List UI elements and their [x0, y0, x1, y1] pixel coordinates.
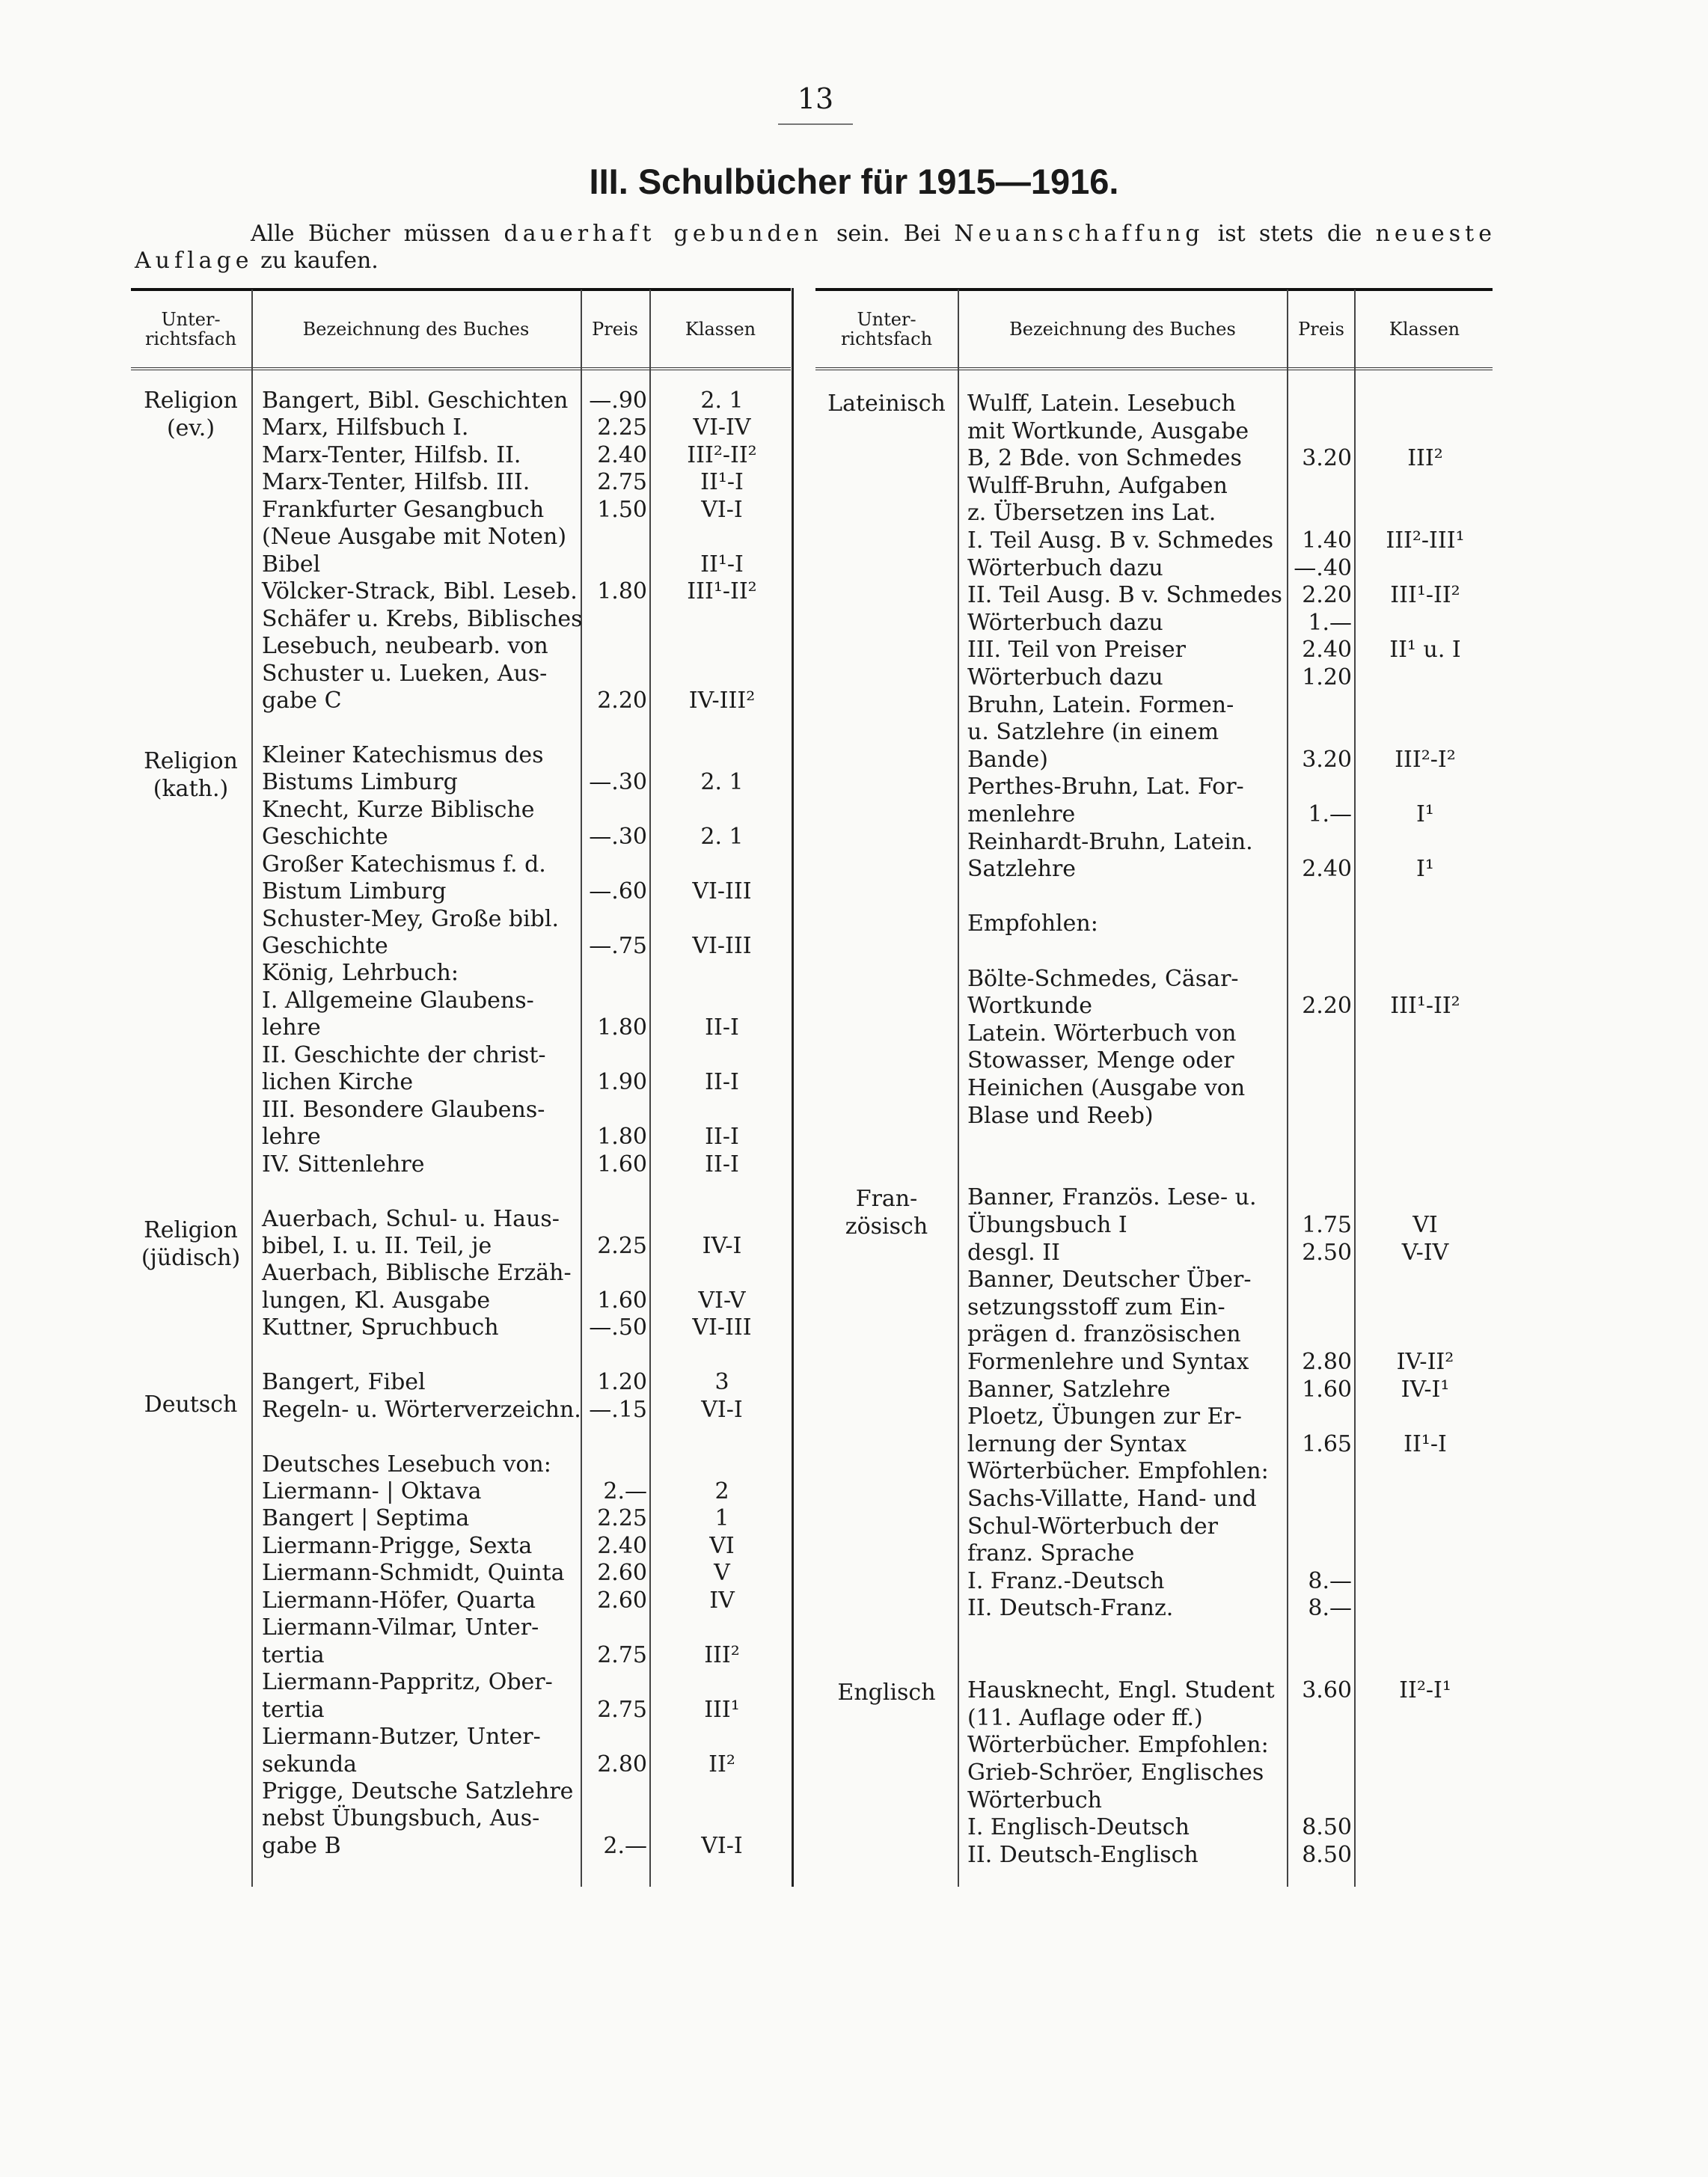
book-title-line: I. Allgemeine Glaubens- [262, 987, 534, 1014]
book-classes: II²-I¹ [1399, 1677, 1451, 1704]
subject-label: Fran- [855, 1186, 918, 1212]
book-price: —.40 [1294, 554, 1352, 581]
book-classes: I¹ [1416, 856, 1434, 883]
book-price: 2.50 [1302, 1239, 1352, 1266]
book-title-line: III. Besondere Glaubens- [262, 1096, 545, 1123]
book-title-line: Wörterbücher. Empfohlen: [967, 1732, 1269, 1759]
book-title-line: II. Deutsch-Englisch [967, 1841, 1199, 1868]
book-title-line: Heinichen (Ausgabe von [967, 1075, 1246, 1101]
book-title-line: lichen Kirche [262, 1069, 414, 1096]
book-classes: VI-III [692, 933, 752, 959]
subject-englisch: Englisch [837, 1680, 936, 1706]
book-title-line: Bibel [262, 551, 321, 578]
book-classes: 1 [714, 1505, 729, 1532]
book-title-line: III. Teil von Preiser [967, 637, 1187, 664]
book-title-line: I. Englisch-Deutsch [967, 1814, 1190, 1841]
book-price: 2.40 [597, 441, 647, 468]
book-price: 1.— [1308, 801, 1352, 827]
book-title-line: Banner, Deutscher Über- [967, 1267, 1252, 1293]
book-price: 2.80 [597, 1751, 647, 1778]
book-classes: 2 [714, 1478, 729, 1504]
subject-religion-kath [135, 748, 247, 803]
book-price: 1.80 [597, 1124, 647, 1151]
book-classes: III²-II² [687, 441, 757, 468]
book-classes: II-I [705, 1124, 739, 1151]
book-title-line: Satzlehre [967, 856, 1077, 883]
book-title-line: tertia [262, 1696, 325, 1723]
book-price: 2.75 [597, 1641, 647, 1668]
subject-franzoesisch [819, 1186, 954, 1240]
book-classes: II-I [705, 1151, 739, 1178]
book-price: 2.— [603, 1832, 647, 1859]
book-title-line: tertia [262, 1641, 325, 1668]
book-price: 1.65 [1302, 1430, 1352, 1457]
book-title-line: Sachs-Villatte, Hand- und [967, 1486, 1257, 1512]
book-price: 2.25 [597, 414, 647, 441]
center-divider [792, 288, 794, 1887]
book-classes: IV-III² [688, 687, 756, 714]
book-title-line: B, 2 Bde. von Schmedes [967, 445, 1242, 472]
book-title-line: gabe B [262, 1832, 341, 1859]
book-price: 8.— [1308, 1595, 1352, 1622]
book-classes: II¹-I [700, 469, 744, 496]
book-title-line: nebst Übungsbuch, Aus- [262, 1805, 540, 1832]
header-price: Preis [1298, 319, 1344, 340]
book-classes: IV [709, 1587, 735, 1614]
book-price: 1.40 [1302, 527, 1352, 554]
book-title-line: Knecht, Kurze Biblische [262, 796, 535, 823]
book-classes: III²-I² [1395, 746, 1456, 773]
book-price: 1.80 [597, 578, 647, 605]
column-rule [649, 290, 651, 1887]
book-title-line: Perthes-Bruhn, Lat. For- [967, 774, 1244, 800]
book-price: 2.40 [1302, 856, 1352, 883]
subject-label: (ev.) [166, 414, 215, 441]
book-price: 1.60 [597, 1287, 647, 1314]
book-classes: VI-III [692, 878, 752, 905]
book-title-line: Liermann- | Oktava [262, 1478, 482, 1504]
subject-label: Religion [144, 1217, 238, 1243]
book-classes: III¹-II² [1390, 582, 1460, 609]
book-price: 1.50 [597, 496, 647, 523]
book-title-line: Marx-Tenter, Hilfsb. II. [262, 441, 521, 468]
book-classes: II¹-I [700, 551, 744, 578]
book-price: 8.50 [1302, 1814, 1352, 1841]
book-classes: IV-I [702, 1232, 742, 1259]
book-title-line: Geschichte [262, 933, 388, 959]
book-classes: VI [1412, 1212, 1438, 1238]
subject-label: zösisch [845, 1213, 928, 1240]
book-title-line: Banner, Französ. Lese- u. [967, 1184, 1257, 1211]
book-title-line: u. Satzlehre (in einem [967, 719, 1219, 746]
book-title-line: Reinhardt-Bruhn, Latein. [967, 828, 1253, 855]
book-title-line: gabe C [262, 687, 342, 714]
book-title-line: Wulff-Bruhn, Aufgaben [967, 472, 1228, 499]
book-title-line: König, Lehrbuch: [262, 960, 459, 987]
book-title-line: z. Übersetzen ins Lat. [967, 500, 1216, 527]
book-title-line: Deutsches Lesebuch von: [262, 1451, 551, 1478]
book-price: 1.— [1308, 609, 1352, 636]
book-title-line: I. Franz.-Deutsch [967, 1567, 1165, 1594]
book-title-line: Übungsbuch I [967, 1212, 1127, 1238]
column-rule [958, 290, 959, 1887]
book-title-line: lernung der Syntax [967, 1430, 1187, 1457]
book-price: 1.90 [597, 1069, 647, 1096]
book-price: —.30 [589, 769, 647, 796]
book-price: 3.60 [1302, 1677, 1352, 1704]
header-subject: Unter- richtsfach [144, 309, 237, 349]
subject-label: (jüdisch) [141, 1244, 241, 1271]
book-title-line: menlehre [967, 801, 1076, 827]
book-price: 2.40 [597, 1532, 647, 1559]
book-title-line: lehre [262, 1014, 321, 1041]
book-price: 2.20 [1302, 582, 1352, 609]
book-title-line: desgl. II [967, 1239, 1060, 1266]
book-title-line: Hausknecht, Engl. Student [967, 1677, 1275, 1704]
subject-religion-ev [135, 388, 247, 442]
subject-label: Religion [144, 388, 238, 414]
note-emphasis: neueste [1375, 221, 1496, 247]
header-book: Bezeichnung des Buches [1009, 319, 1236, 340]
book-title-line: Bangert, Fibel [262, 1369, 426, 1396]
book-title-line: Liermann-Butzer, Unter- [262, 1724, 541, 1751]
book-classes: VI-I [701, 1396, 743, 1423]
note-emphasis: dauerhaft gebunden [503, 221, 823, 247]
book-title-line: Blase und Reeb) [967, 1102, 1154, 1129]
book-title-line: Latein. Wörterbuch von [967, 1020, 1237, 1047]
right-table-header [815, 288, 1493, 370]
intro-note-line-2 [135, 248, 1504, 275]
book-price: —.15 [589, 1396, 647, 1423]
book-price: 8.— [1308, 1567, 1352, 1594]
book-price: —.50 [589, 1314, 647, 1341]
book-title-line: Schul-Wörterbuch der [967, 1513, 1218, 1540]
book-price: 8.50 [1302, 1841, 1352, 1868]
book-classes: V [714, 1560, 730, 1587]
book-title-line: Schäfer u. Krebs, Biblisches [262, 605, 583, 632]
book-price: 1.20 [597, 1369, 647, 1396]
note-part: ist stets die [1217, 221, 1362, 247]
intro-note-line-1 [251, 221, 1496, 248]
book-title-line: Marx-Tenter, Hilfsb. III. [262, 469, 530, 496]
book-price: 1.20 [1302, 664, 1352, 691]
book-title-line: Regeln- u. Wörterverzeichn. [262, 1396, 581, 1423]
book-classes: II-I [705, 1069, 739, 1096]
book-title-line: Stowasser, Menge oder [967, 1047, 1234, 1074]
book-classes: IV-I¹ [1401, 1376, 1450, 1403]
book-title-line: Kuttner, Spruchbuch [262, 1314, 499, 1341]
book-price: 2.20 [597, 687, 647, 714]
book-title-line: Frankfurter Gesangbuch [262, 496, 545, 523]
page-number: 13 [797, 82, 834, 115]
book-classes: II¹ u. I [1389, 637, 1461, 664]
book-price: 2.25 [597, 1232, 647, 1259]
book-title-line: Bistum Limburg [262, 878, 447, 905]
note-emphasis: Neuanschaffung [954, 221, 1205, 247]
book-classes: VI-IV [693, 414, 751, 441]
book-classes: III²-III¹ [1386, 527, 1465, 554]
book-title-line: Banner, Satzlehre [967, 1376, 1171, 1403]
book-title-line: Auerbach, Biblische Erzäh- [262, 1260, 572, 1287]
book-title-line: I. Teil Ausg. B v. Schmedes [967, 527, 1274, 554]
book-price: 2.60 [597, 1587, 647, 1614]
book-title-line: Bruhn, Latein. Formen- [967, 691, 1234, 718]
book-title-line: Völcker-Strack, Bibl. Leseb. [262, 578, 578, 605]
header-classes: Klassen [1389, 319, 1460, 340]
note-emphasis: Auflage [135, 248, 254, 274]
book-title-line: Liermann-Höfer, Quarta [262, 1587, 536, 1614]
book-price: 1.75 [1302, 1212, 1352, 1238]
book-title-line: II. Geschichte der christ- [262, 1041, 546, 1068]
book-title-line: Wörterbuch dazu [967, 664, 1163, 691]
book-title-line: II. Deutsch-Franz. [967, 1595, 1174, 1622]
book-price: 2.60 [597, 1560, 647, 1587]
book-price: —.30 [589, 824, 647, 851]
book-classes: VI-I [701, 1832, 743, 1859]
book-title-line: Wörterbücher. Empfohlen: [967, 1458, 1269, 1485]
left-table-header [131, 288, 791, 370]
book-title-line: lungen, Kl. Ausgabe [262, 1287, 491, 1314]
book-title-line: Bistums Limburg [262, 769, 458, 796]
book-price: 3.20 [1302, 746, 1352, 773]
book-classes: VI-I [701, 496, 743, 523]
book-title-line: Bölte-Schmedes, Cäsar- [967, 965, 1239, 992]
book-classes: V-IV [1401, 1239, 1449, 1266]
book-title-line: Auerbach, Schul- u. Haus- [262, 1205, 560, 1232]
book-price: —.90 [589, 388, 647, 414]
book-classes: III¹ [704, 1696, 740, 1723]
column-rule [251, 290, 253, 1887]
book-price: 1.80 [597, 1014, 647, 1041]
book-title-line: Ploetz, Übungen zur Er- [967, 1403, 1242, 1430]
book-title-line: Wortkunde [967, 993, 1093, 1020]
book-classes: IV-II² [1396, 1349, 1454, 1375]
book-title-line: II. Teil Ausg. B v. Schmedes [967, 582, 1282, 609]
book-price: 2.25 [597, 1505, 647, 1532]
book-title-line: Marx, Hilfsbuch I. [262, 414, 469, 441]
book-price: 2.40 [1302, 637, 1352, 664]
book-classes: 2. 1 [700, 769, 744, 796]
book-title-line: Wörterbuch [967, 1786, 1102, 1813]
subject-label: Religion [144, 748, 238, 774]
book-classes: VI [709, 1532, 735, 1559]
book-classes: 2. 1 [700, 388, 744, 414]
book-title-line: Bangert, Bibl. Geschichten [262, 388, 569, 414]
book-title-line: Grieb-Schröer, Englisches [967, 1760, 1264, 1786]
book-title-line: Bande) [967, 746, 1048, 773]
book-price: 2.— [603, 1478, 647, 1504]
book-classes: III¹-II² [687, 578, 757, 605]
subject-religion-juedisch [135, 1217, 247, 1272]
book-title-line: Prigge, Deutsche Satzlehre [262, 1778, 574, 1804]
book-title-line: prägen d. französischen [967, 1321, 1241, 1348]
book-price: 1.60 [1302, 1376, 1352, 1403]
book-classes: II¹-I [1404, 1430, 1447, 1457]
header-subject: Unter- richtsfach [840, 309, 933, 349]
book-classes: 3 [714, 1369, 729, 1396]
book-price: 2.20 [1302, 993, 1352, 1020]
book-classes: II² [708, 1751, 735, 1778]
book-classes: VI-III [692, 1314, 752, 1341]
note-part: Alle Bücher müssen [251, 221, 491, 247]
book-price: 1.60 [597, 1151, 647, 1178]
book-classes: III² [1407, 445, 1443, 472]
book-title-line: IV. Sittenlehre [262, 1151, 425, 1178]
book-price: 3.20 [1302, 445, 1352, 472]
book-price: 2.75 [597, 1696, 647, 1723]
column-rule [581, 290, 582, 1887]
book-title-line: franz. Sprache [967, 1540, 1135, 1567]
note-part: zu kaufen. [260, 248, 379, 274]
book-title-line: Liermann-Vilmar, Unter- [262, 1614, 539, 1641]
book-title-line: Schuster u. Lueken, Aus- [262, 660, 548, 687]
page-title: III. Schulbücher für 1915—1916. [589, 162, 1119, 201]
book-title-line: Liermann-Pappritz, Ober- [262, 1669, 553, 1696]
book-price: 2.80 [1302, 1349, 1352, 1375]
book-title-line: Empfohlen: [967, 910, 1098, 937]
book-title-line: Lesebuch, neubearb. von [262, 633, 548, 660]
book-classes: I¹ [1416, 801, 1434, 827]
book-title-line: Bangert | Septima [262, 1505, 470, 1532]
page-number-rule [778, 123, 853, 125]
book-title-line: lehre [262, 1124, 321, 1151]
book-classes: III¹-II² [1390, 993, 1460, 1020]
book-title-line: Geschichte [262, 824, 388, 851]
header-classes: Klassen [685, 319, 756, 340]
book-title-line: Wörterbuch dazu [967, 554, 1163, 581]
book-title-line: Schuster-Mey, Große bibl. [262, 905, 560, 932]
note-part: sein. Bei [836, 221, 941, 247]
book-title-line: Formenlehre und Syntax [967, 1349, 1249, 1375]
header-price: Preis [592, 319, 638, 340]
subject-lateinisch: Lateinisch [827, 391, 946, 417]
book-price: —.75 [589, 933, 647, 959]
book-title-line: Liermann-Schmidt, Quinta [262, 1560, 565, 1587]
book-title-line: bibel, I. u. II. Teil, je [262, 1232, 492, 1259]
column-rule [1354, 290, 1356, 1887]
book-title-line: Großer Katechismus f. d. [262, 851, 546, 878]
book-classes: 2. 1 [700, 824, 744, 851]
book-title-line: (Neue Ausgabe mit Noten) [262, 524, 567, 551]
book-title-line: Liermann-Prigge, Sexta [262, 1532, 533, 1559]
book-title-line: Kleiner Katechismus des [262, 741, 544, 768]
book-title-line: Wörterbuch dazu [967, 609, 1163, 636]
book-title-line: sekunda [262, 1751, 358, 1778]
subject-label: (kath.) [153, 775, 229, 802]
book-title-line: mit Wortkunde, Ausgabe [967, 417, 1249, 444]
book-classes: VI-V [698, 1287, 746, 1314]
book-classes: II-I [705, 1014, 739, 1041]
book-title-line: Wulff, Latein. Lesebuch [967, 391, 1236, 417]
header-book: Bezeichnung des Buches [302, 319, 530, 340]
subject-deutsch: Deutsch [144, 1391, 238, 1418]
book-price: 2.75 [597, 469, 647, 496]
book-classes: III² [704, 1641, 740, 1668]
book-title-line: setzungsstoff zum Ein- [967, 1293, 1225, 1320]
book-title-line: (11. Auflage oder ff.) [967, 1704, 1203, 1731]
book-price: —.60 [589, 878, 647, 905]
